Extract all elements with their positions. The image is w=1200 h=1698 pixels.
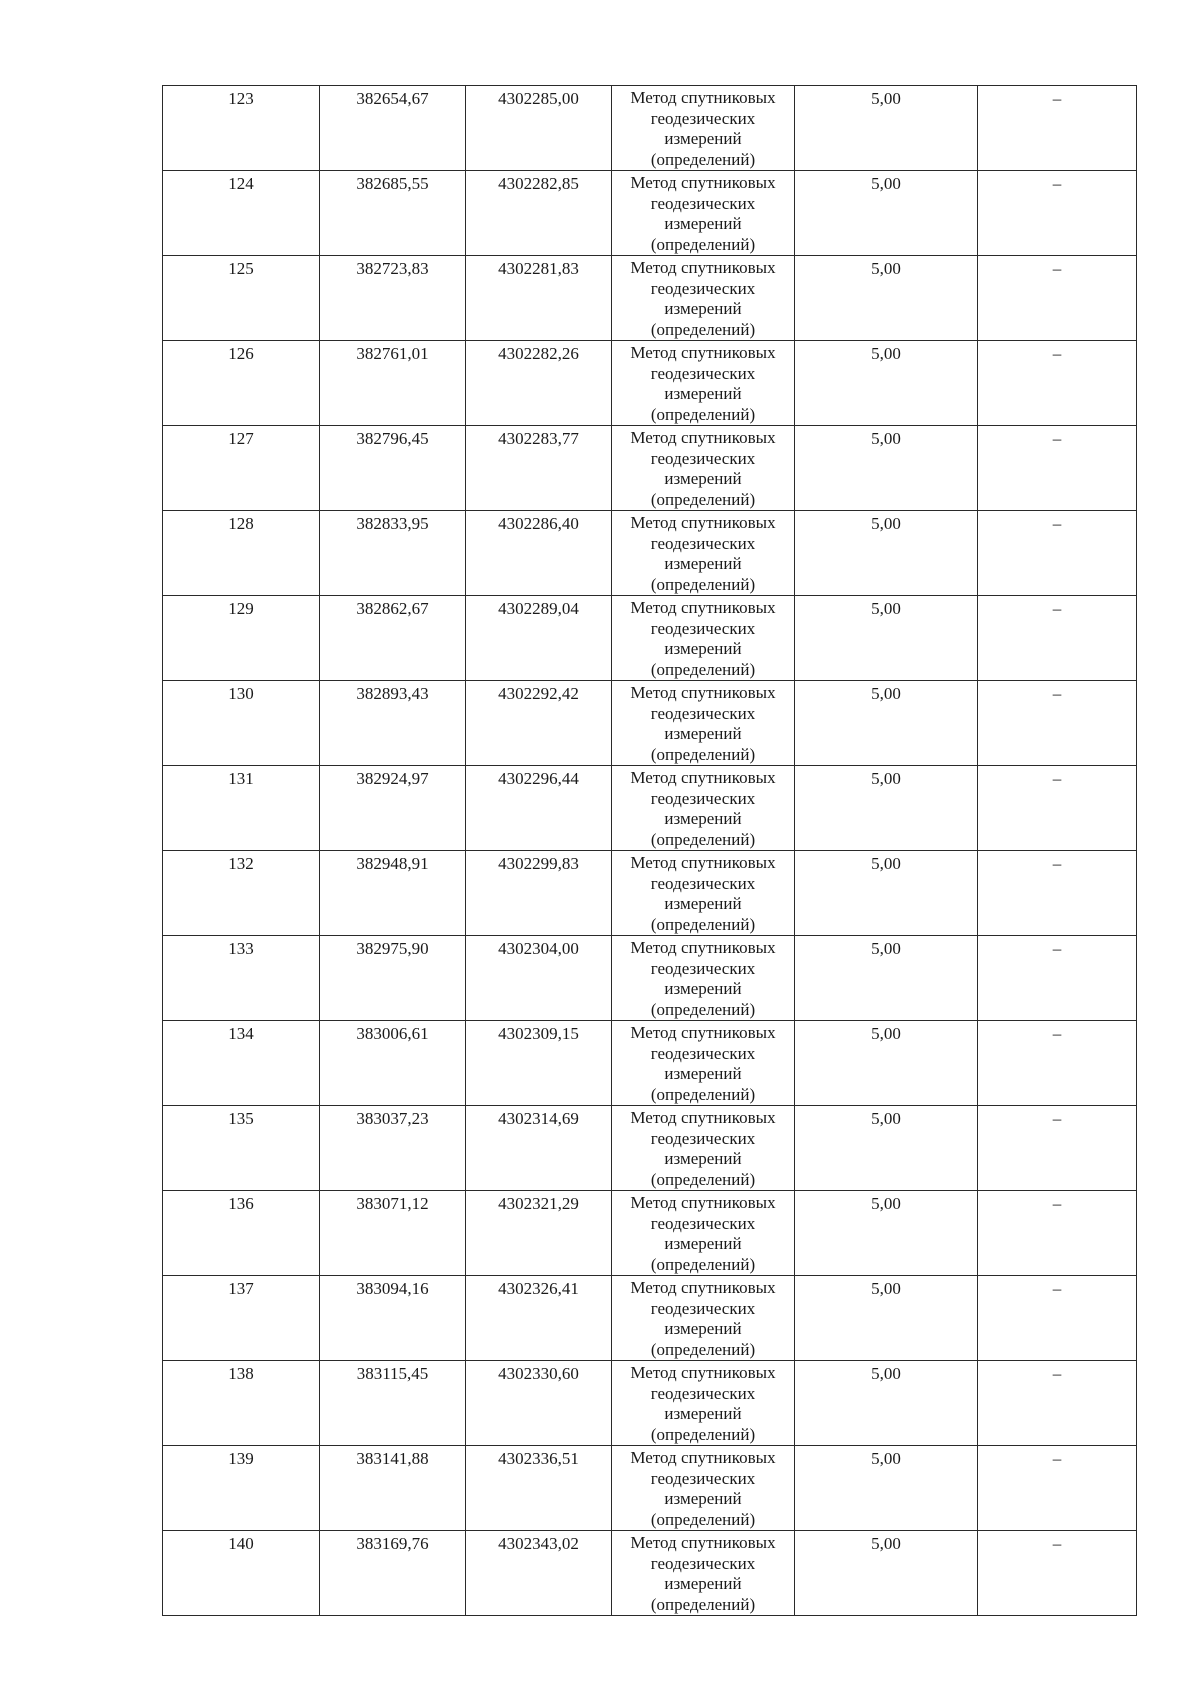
- x-coordinate-cell: 383141,88: [320, 1446, 466, 1531]
- note-cell: –: [978, 766, 1137, 851]
- table-row: [163, 426, 1137, 511]
- method-cell: Метод спутниковых геодезических измерений (определений): [612, 511, 795, 596]
- point-number-cell: 129: [163, 596, 320, 681]
- method-cell: Метод спутниковых геодезических измерений (определений): [612, 1106, 795, 1191]
- x-coordinate-cell: 383071,12: [320, 1191, 466, 1276]
- table-row: [163, 86, 1137, 171]
- y-coordinate-cell: 4302326,41: [466, 1276, 612, 1361]
- note-cell: –: [978, 1106, 1137, 1191]
- accuracy-cell: 5,00: [795, 936, 978, 1021]
- note-cell: –: [978, 1021, 1137, 1106]
- accuracy-cell: 5,00: [795, 256, 978, 341]
- method-cell: Метод спутниковых геодезических измерений (определений): [612, 766, 795, 851]
- y-coordinate-cell: 4302289,04: [466, 596, 612, 681]
- table-row: [163, 171, 1137, 256]
- accuracy-cell: 5,00: [795, 1361, 978, 1446]
- x-coordinate-cell: 382948,91: [320, 851, 466, 936]
- accuracy-cell: 5,00: [795, 341, 978, 426]
- x-coordinate-cell: 382685,55: [320, 171, 466, 256]
- point-number-cell: 123: [163, 86, 320, 171]
- point-number-cell: 128: [163, 511, 320, 596]
- note-cell: –: [978, 596, 1137, 681]
- x-coordinate-cell: 383037,23: [320, 1106, 466, 1191]
- note-cell: –: [978, 1446, 1137, 1531]
- point-number-cell: 127: [163, 426, 320, 511]
- point-number-cell: 140: [163, 1531, 320, 1616]
- accuracy-cell: 5,00: [795, 1191, 978, 1276]
- y-coordinate-cell: 4302283,77: [466, 426, 612, 511]
- method-cell: Метод спутниковых геодезических измерений (определений): [612, 596, 795, 681]
- table-row: [163, 1446, 1137, 1531]
- accuracy-cell: 5,00: [795, 851, 978, 936]
- point-number-cell: 139: [163, 1446, 320, 1531]
- x-coordinate-cell: 382654,67: [320, 86, 466, 171]
- point-number-cell: 133: [163, 936, 320, 1021]
- method-cell: Метод спутниковых геодезических измерений (определений): [612, 1191, 795, 1276]
- y-coordinate-cell: 4302281,83: [466, 256, 612, 341]
- accuracy-cell: 5,00: [795, 596, 978, 681]
- y-coordinate-cell: 4302282,85: [466, 171, 612, 256]
- point-number-cell: 131: [163, 766, 320, 851]
- method-cell: Метод спутниковых геодезических измерений (определений): [612, 851, 795, 936]
- y-coordinate-cell: 4302309,15: [466, 1021, 612, 1106]
- point-number-cell: 125: [163, 256, 320, 341]
- y-coordinate-cell: 4302285,00: [466, 86, 612, 171]
- method-cell: Метод спутниковых геодезических измерений (определений): [612, 86, 795, 171]
- table-row: [163, 1191, 1137, 1276]
- table-row: [163, 1531, 1137, 1616]
- note-cell: –: [978, 681, 1137, 766]
- point-number-cell: 136: [163, 1191, 320, 1276]
- method-cell: Метод спутниковых геодезических измерений (определений): [612, 1276, 795, 1361]
- method-cell: Метод спутниковых геодезических измерений (определений): [612, 426, 795, 511]
- y-coordinate-cell: 4302296,44: [466, 766, 612, 851]
- x-coordinate-cell: 383006,61: [320, 1021, 466, 1106]
- x-coordinate-cell: 382833,95: [320, 511, 466, 596]
- x-coordinate-cell: 382796,45: [320, 426, 466, 511]
- x-coordinate-cell: 382924,97: [320, 766, 466, 851]
- point-number-cell: 138: [163, 1361, 320, 1446]
- y-coordinate-cell: 4302282,26: [466, 341, 612, 426]
- note-cell: –: [978, 1531, 1137, 1616]
- y-coordinate-cell: 4302304,00: [466, 936, 612, 1021]
- accuracy-cell: 5,00: [795, 86, 978, 171]
- y-coordinate-cell: 4302321,29: [466, 1191, 612, 1276]
- method-cell: Метод спутниковых геодезических измерений (определений): [612, 1531, 795, 1616]
- accuracy-cell: 5,00: [795, 511, 978, 596]
- note-cell: –: [978, 936, 1137, 1021]
- y-coordinate-cell: 4302286,40: [466, 511, 612, 596]
- note-cell: –: [978, 511, 1137, 596]
- accuracy-cell: 5,00: [795, 1446, 978, 1531]
- note-cell: –: [978, 1276, 1137, 1361]
- point-number-cell: 130: [163, 681, 320, 766]
- x-coordinate-cell: 383094,16: [320, 1276, 466, 1361]
- table-row: [163, 936, 1137, 1021]
- note-cell: –: [978, 256, 1137, 341]
- note-cell: –: [978, 341, 1137, 426]
- x-coordinate-cell: 383115,45: [320, 1361, 466, 1446]
- table-row: [163, 851, 1137, 936]
- note-cell: –: [978, 86, 1137, 171]
- coordinates-table: [162, 85, 1137, 1616]
- method-cell: Метод спутниковых геодезических измерений (определений): [612, 171, 795, 256]
- y-coordinate-cell: 4302314,69: [466, 1106, 612, 1191]
- accuracy-cell: 5,00: [795, 426, 978, 511]
- table-row: [163, 766, 1137, 851]
- table-row: [163, 511, 1137, 596]
- table-row: [163, 256, 1137, 341]
- note-cell: –: [978, 1191, 1137, 1276]
- accuracy-cell: 5,00: [795, 1276, 978, 1361]
- method-cell: Метод спутниковых геодезических измерений (определений): [612, 1361, 795, 1446]
- method-cell: Метод спутниковых геодезических измерений (определений): [612, 256, 795, 341]
- point-number-cell: 137: [163, 1276, 320, 1361]
- y-coordinate-cell: 4302330,60: [466, 1361, 612, 1446]
- point-number-cell: 124: [163, 171, 320, 256]
- point-number-cell: 134: [163, 1021, 320, 1106]
- y-coordinate-cell: 4302343,02: [466, 1531, 612, 1616]
- y-coordinate-cell: 4302299,83: [466, 851, 612, 936]
- note-cell: –: [978, 1361, 1137, 1446]
- method-cell: Метод спутниковых геодезических измерений (определений): [612, 1021, 795, 1106]
- accuracy-cell: 5,00: [795, 1021, 978, 1106]
- x-coordinate-cell: 382723,83: [320, 256, 466, 341]
- accuracy-cell: 5,00: [795, 1106, 978, 1191]
- table-row: [163, 341, 1137, 426]
- accuracy-cell: 5,00: [795, 681, 978, 766]
- y-coordinate-cell: 4302336,51: [466, 1446, 612, 1531]
- x-coordinate-cell: 382761,01: [320, 341, 466, 426]
- table-row: [163, 1276, 1137, 1361]
- table-row: [163, 596, 1137, 681]
- method-cell: Метод спутниковых геодезических измерений (определений): [612, 341, 795, 426]
- x-coordinate-cell: 382975,90: [320, 936, 466, 1021]
- method-cell: Метод спутниковых геодезических измерений (определений): [612, 936, 795, 1021]
- note-cell: –: [978, 426, 1137, 511]
- table-row: [163, 1106, 1137, 1191]
- accuracy-cell: 5,00: [795, 766, 978, 851]
- x-coordinate-cell: 383169,76: [320, 1531, 466, 1616]
- accuracy-cell: 5,00: [795, 1531, 978, 1616]
- method-cell: Метод спутниковых геодезических измерений (определений): [612, 1446, 795, 1531]
- point-number-cell: 132: [163, 851, 320, 936]
- note-cell: –: [978, 171, 1137, 256]
- method-cell: Метод спутниковых геодезических измерений (определений): [612, 681, 795, 766]
- accuracy-cell: 5,00: [795, 171, 978, 256]
- table-body: [163, 86, 1137, 1616]
- table-row: [163, 1021, 1137, 1106]
- point-number-cell: 135: [163, 1106, 320, 1191]
- point-number-cell: 126: [163, 341, 320, 426]
- y-coordinate-cell: 4302292,42: [466, 681, 612, 766]
- table-row: [163, 681, 1137, 766]
- note-cell: –: [978, 851, 1137, 936]
- x-coordinate-cell: 382893,43: [320, 681, 466, 766]
- x-coordinate-cell: 382862,67: [320, 596, 466, 681]
- table-row: [163, 1361, 1137, 1446]
